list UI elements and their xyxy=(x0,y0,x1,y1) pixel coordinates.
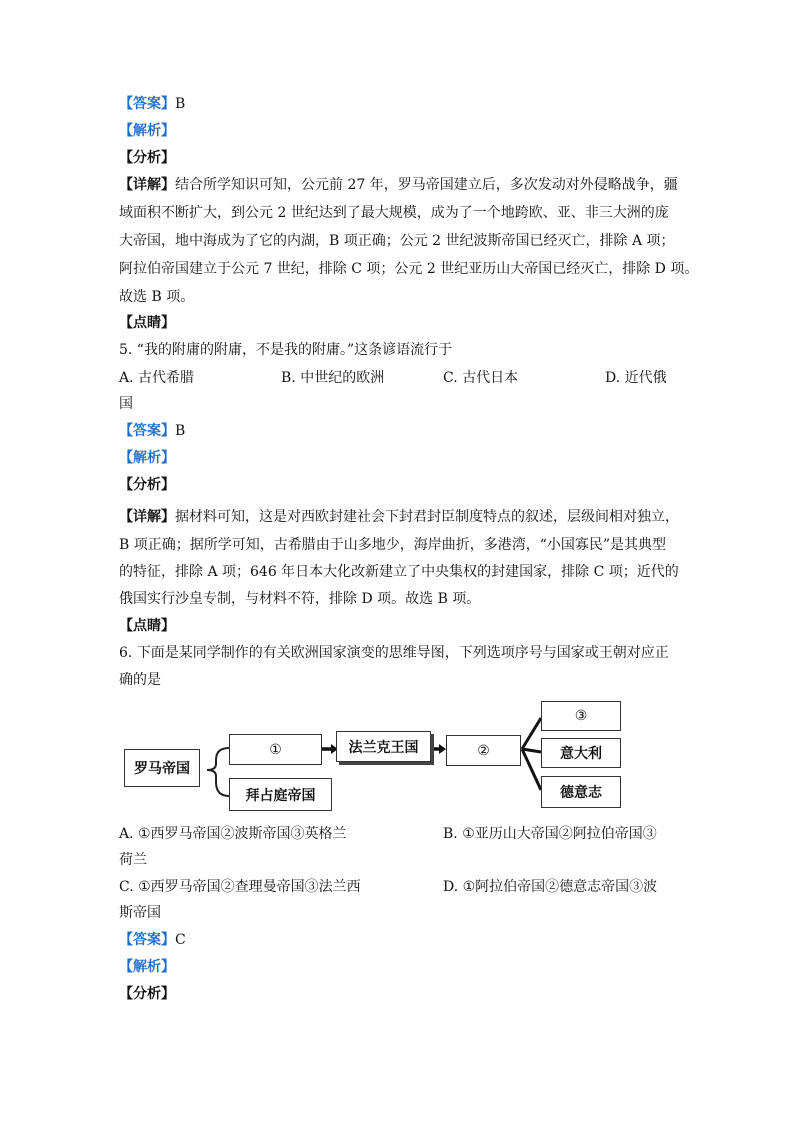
q6-stem-line-2: 确的是 xyxy=(119,672,161,688)
dianjing-tag: 【点睛】 xyxy=(119,618,175,634)
italy-box: 意大利 xyxy=(541,738,621,768)
roman-empire-box: 罗马帝国 xyxy=(124,749,200,787)
frankish-kingdom-box: 法兰克王国 xyxy=(336,731,431,762)
arrow-2-head xyxy=(439,744,446,754)
q6-answer-line xyxy=(119,930,186,950)
q6-option-c: C. ①西罗马帝国②查理曼帝国③法兰西 xyxy=(119,879,361,895)
q6-option-a: A. ①西罗马帝国②波斯帝国③英格兰 xyxy=(119,826,347,842)
dianjing-tag: 【点睛】 xyxy=(119,315,175,331)
q6-option-d-wrap: 斯帝国 xyxy=(119,905,161,921)
fenxi-tag: 【分析】 xyxy=(119,150,175,166)
q5-analysis-line xyxy=(119,448,175,468)
detail-tag: 【详解】 xyxy=(119,509,175,525)
germany-box: 德意志 xyxy=(541,776,621,808)
answer-value: B xyxy=(175,423,186,439)
blank-box-3: ③ xyxy=(541,701,621,731)
analysis-tag: 【解析】 xyxy=(119,450,175,466)
q5-option-a: A. 古代希腊 xyxy=(119,370,195,386)
q6-analysis-line xyxy=(119,957,175,977)
q5-detail-line-2: B 项正确；据所学可知，古希腊由于山多地少，海岸曲折，多港湾，“小国寡民”是其典型 xyxy=(119,537,667,553)
q5-option-d: D. 近代俄 xyxy=(605,370,667,386)
fan-line-mid xyxy=(522,749,541,752)
answer-tag: 【答案】 xyxy=(119,96,175,112)
q4-detail-line-2: 域面积不断扩大，到公元 2 世纪达到了最大规模，成为了一个地跨欧、亚、非三大洲的庞 xyxy=(119,205,669,221)
q5-detail-line-3: 的特征，排除 A 项；646 年日本大化改新建立了中央集权的封建国家，排除 C 项；近代的 xyxy=(119,564,679,580)
detail-text: 结合所学知识可知，公元前 27 年，罗马帝国建立后，多次发动对外侵略战争，疆 xyxy=(175,177,678,193)
q5-detail-line-1 xyxy=(119,507,679,527)
fan-line-bottom xyxy=(522,749,541,790)
answer-tag: 【答案】 xyxy=(119,932,175,948)
blank-box-2: ② xyxy=(446,735,521,766)
fan-line-top xyxy=(522,718,541,749)
q5-option-d-wrap: 国 xyxy=(119,396,133,412)
q6-stem-line-1: 6. 下面是某同学制作的有关欧洲国家演变的思维导图，下列选项序号与国家或王朝对应正 xyxy=(119,645,669,661)
q6-option-d: D. ①阿拉伯帝国②德意志帝国③波 xyxy=(443,879,658,895)
answer-value: B xyxy=(175,96,186,112)
q4-dianjing-line xyxy=(119,313,175,333)
q4-detail-line-5: 故选 B 项。 xyxy=(119,289,195,305)
q6-option-a-wrap: 荷兰 xyxy=(119,852,147,868)
q5-fenxi-line xyxy=(119,475,175,495)
q4-detail-line-3: 大帝国，地中海成为了它的内湖，B 项正确；公元 2 世纪波斯帝国已经灭亡，排除 A 项； xyxy=(119,233,675,249)
fenxi-tag: 【分析】 xyxy=(119,986,175,1002)
byzantine-empire-box: 拜占庭帝国 xyxy=(229,778,332,811)
answer-tag: 【答案】 xyxy=(119,423,175,439)
q5-detail-line-4: 俄国实行沙皇专制，与材料不符，排除 D 项。故选 B 项。 xyxy=(119,591,481,607)
blank-box-1: ① xyxy=(229,734,322,765)
detail-tag: 【详解】 xyxy=(119,177,175,193)
q6-fenxi-line xyxy=(119,984,175,1004)
answer-value: C xyxy=(175,932,186,948)
q5-answer-line xyxy=(119,421,185,441)
analysis-tag: 【解析】 xyxy=(119,123,175,139)
q5-option-b: B. 中世纪的欧洲 xyxy=(281,370,385,386)
fenxi-tag: 【分析】 xyxy=(119,477,175,493)
detail-text: 据材料可知，这是对西欧封建社会下封君封臣制度特点的叙述，层级间相对独立， xyxy=(175,509,679,525)
q4-fenxi-line xyxy=(119,148,175,168)
q5-dianjing-line xyxy=(119,616,175,636)
q4-analysis-line xyxy=(119,121,175,141)
left-brace xyxy=(207,748,229,796)
q4-detail-line-1 xyxy=(119,175,678,195)
q6-option-b: B. ①亚历山大帝国②阿拉伯帝国③ xyxy=(443,826,657,842)
q4-detail-line-4: 阿拉伯帝国建立于公元 7 世纪，排除 C 项；公元 2 世纪亚历山大帝国已经灭亡，排除 D 项。 xyxy=(119,261,699,277)
q5-stem: 5. “我的附庸的附庸，不是我的附庸。”这条谚语流行于 xyxy=(119,342,453,358)
q5-option-c: C. 古代日本 xyxy=(443,370,519,386)
analysis-tag: 【解析】 xyxy=(119,959,175,975)
q4-answer-line xyxy=(119,94,185,114)
